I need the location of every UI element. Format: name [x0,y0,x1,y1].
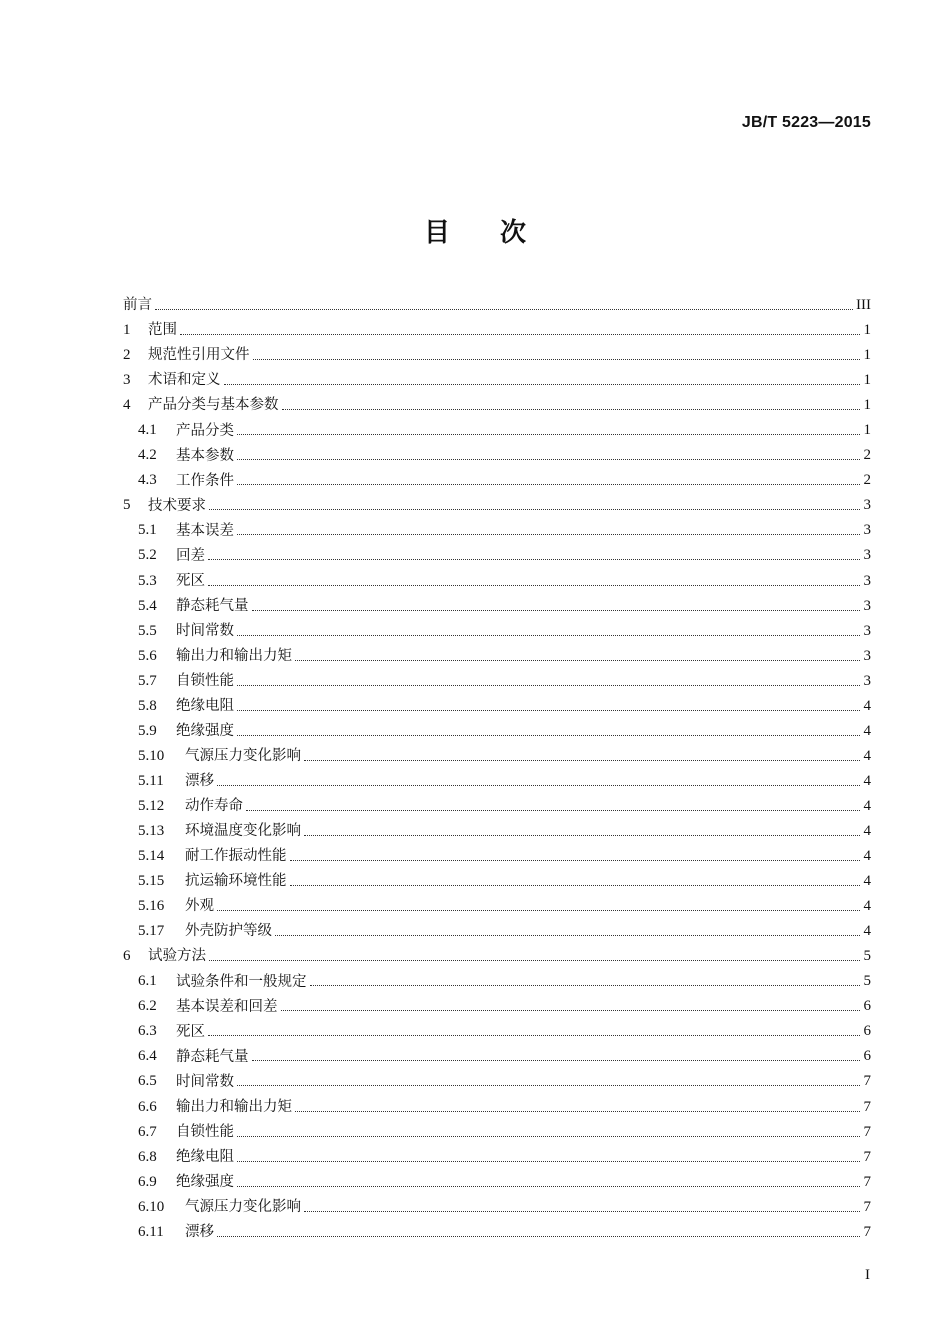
toc-entry-title: 耐工作振动性能 [185,848,287,865]
toc-dot-leader [290,873,861,886]
toc-entry[interactable] [123,969,871,994]
toc-entry[interactable] [123,318,871,343]
toc-entry[interactable] [123,944,871,969]
toc-entry[interactable] [123,1195,871,1220]
toc-dot-leader [237,422,860,435]
toc-entry-page: 4 [863,772,871,789]
toc-dot-leader [208,573,860,586]
toc-entry-title: 技术要求 [148,497,206,514]
toc-dot-leader [253,347,861,360]
toc-entry-page: 2 [863,472,871,489]
toc-dot-leader [237,1124,860,1137]
toc-entry-title: 死区 [176,572,205,589]
toc-entry[interactable] [123,694,871,719]
toc-dot-leader [275,923,860,936]
toc-entry-number: 5.11 [138,772,164,789]
toc-entry[interactable] [123,919,871,944]
toc-entry-title: 工作条件 [176,472,234,489]
toc-entry-number: 5.10 [138,747,165,764]
toc-entry-title: 外观 [185,898,214,915]
toc-entry-number: 5.6 [138,647,157,664]
toc-title-part1: 目 [423,218,450,248]
toc-entry[interactable] [123,1019,871,1044]
toc-entry-page: 6 [863,1023,871,1040]
toc-entry-number: 6.9 [138,1173,157,1190]
toc-dot-leader [208,547,860,560]
toc-title-part2: 次 [500,218,527,248]
toc-dot-leader [180,322,860,335]
toc-entry-number: 6 [123,948,131,965]
toc-dot-leader [155,297,853,310]
toc-entry-page: 3 [863,522,871,539]
toc-entry-title: 抗运输环境性能 [185,873,287,890]
toc-entry-number: 5.16 [138,898,165,915]
toc-entry-title: 前言 [123,297,152,314]
toc-dot-leader [252,1048,861,1061]
toc-entry-title: 静态耗气量 [176,597,249,614]
toc-dot-leader [224,372,861,385]
toc-entry-number: 4.2 [138,447,157,464]
toc-entry-title: 自锁性能 [176,1123,234,1140]
toc-entry-page: III [856,297,871,314]
toc-entry-number: 6.8 [138,1148,157,1165]
toc-entry-number: 5.8 [138,697,157,714]
toc-dot-leader [290,848,861,861]
toc-entry-number: 5 [123,497,131,514]
toc-entry[interactable] [123,543,871,568]
toc-entry[interactable] [123,518,871,543]
toc-entry-title: 漂移 [185,1224,214,1240]
toc-dot-leader [237,673,860,686]
toc-entry[interactable] [123,869,871,894]
toc-entry-page: 4 [863,797,871,814]
toc-entry-number: 6.5 [138,1073,157,1090]
toc-entry-number: 5.12 [138,797,165,814]
toc-entry-page: 7 [863,1073,871,1090]
toc-entry[interactable] [123,594,871,619]
toc-entry[interactable] [123,493,871,518]
toc-entry-number: 5.2 [138,547,157,564]
toc-entry[interactable] [123,794,871,819]
toc-entry[interactable] [123,644,871,669]
toc-entry-number: 3 [123,372,131,389]
toc-dot-leader [237,723,860,736]
toc-entry[interactable] [123,669,871,694]
toc-entry-page: 4 [863,873,871,890]
toc-entry-number: 5.9 [138,722,157,739]
toc-entry-page: 3 [863,547,871,564]
toc-entry[interactable] [123,1220,871,1245]
toc-entry[interactable] [123,443,871,468]
toc-entry-title: 输出力和输出力矩 [176,1098,292,1115]
toc-entry-page: 4 [863,848,871,865]
toc-dot-leader [208,1023,860,1036]
toc-dot-leader [237,447,860,460]
toc-entry-title: 范围 [148,322,177,339]
toc-dot-leader [304,1199,860,1212]
toc-entry-number: 6.1 [138,973,157,990]
toc-entry-number: 5.1 [138,522,157,539]
toc-dot-leader [237,698,860,711]
toc-dot-leader [209,497,860,510]
toc-entry-number: 5.14 [138,848,165,865]
toc-entry[interactable] [123,1120,871,1145]
toc-entry-page: 7 [863,1123,871,1140]
toc-title [0,212,950,249]
toc-dot-leader [237,1073,860,1086]
toc-entry-page: 6 [863,1048,871,1065]
toc-entry-title: 输出力和输出力矩 [176,647,292,664]
toc-entry-page: 1 [863,397,871,414]
page-number: I [865,1267,870,1283]
toc-entry-number: 5.13 [138,823,165,839]
toc-entry-number: 6.6 [138,1098,157,1115]
toc-entry[interactable] [123,844,871,869]
toc-entry[interactable] [123,1145,871,1170]
toc-entry-number: 5.4 [138,597,157,614]
toc-entry-title: 基本参数 [176,447,234,464]
toc-dot-leader [281,998,861,1011]
document-code: JB/T 5223—2015 [741,114,871,131]
toc-entry-title: 基本误差和回差 [176,998,278,1015]
toc-entry-number: 4.1 [138,422,157,439]
toc-entry-page: 3 [863,647,871,664]
toc-entry-page: 3 [863,622,871,639]
toc-dot-leader [237,472,860,485]
toc-entry-number: 2 [123,347,131,364]
toc-dot-leader [237,1149,860,1162]
toc-entry[interactable] [123,569,871,594]
toc-entry-title: 环境温度变化影响 [185,823,301,840]
toc-entry-page: 4 [863,697,871,714]
toc-entry-page: 3 [863,572,871,589]
toc-entry[interactable] [123,1044,871,1069]
toc-entry[interactable] [123,819,871,844]
toc-entry-title: 时间常数 [176,622,234,639]
toc-entry-title: 产品分类与基本参数 [148,397,279,414]
toc-entry[interactable] [123,368,871,393]
toc-dot-leader [252,598,861,611]
toc-dot-leader [310,973,861,986]
toc-entry[interactable] [123,418,871,443]
toc-entry-page: 1 [863,347,871,364]
toc-entry[interactable] [123,769,871,794]
toc-entry-number: 5.17 [138,923,165,940]
toc-entry-number: 5.5 [138,622,157,639]
toc-entry-title: 绝缘电阻 [176,698,234,715]
toc-entry-page: 3 [863,672,871,689]
toc-entry-page: 7 [863,1198,871,1215]
toc-dot-leader [237,1174,860,1187]
toc-entry-number: 6.2 [138,998,157,1015]
toc-entry-title: 试验方法 [148,948,206,965]
toc-entry-title: 绝缘强度 [176,723,234,740]
toc-dot-leader [217,1224,860,1237]
toc-entry-page: 4 [863,747,871,764]
toc-dot-leader [304,823,860,836]
toc-entry-title: 产品分类 [176,422,234,439]
toc-entry-page: 2 [863,447,871,464]
toc-entry-title: 回差 [176,547,205,564]
toc-entry[interactable] [123,343,871,368]
toc-entry-title: 规范性引用文件 [148,347,250,364]
toc-entry[interactable] [123,1095,871,1120]
toc-entry-page: 4 [863,823,871,839]
toc-entry-page: 3 [863,497,871,514]
toc-entry[interactable] [123,994,871,1019]
toc-entry-number: 1 [123,322,131,339]
toc-entry[interactable] [123,468,871,493]
toc-entry-title: 气源压力变化影响 [185,748,301,765]
table-of-contents [123,293,871,1245]
toc-entry[interactable] [123,744,871,769]
toc-dot-leader [217,898,860,911]
toc-entry-title: 绝缘电阻 [176,1148,234,1165]
toc-dot-leader [282,397,861,410]
toc-entry[interactable] [123,1069,871,1094]
toc-entry-title: 外壳防护等级 [185,923,272,940]
toc-entry[interactable] [123,293,871,318]
toc-entry-title: 死区 [176,1023,205,1040]
toc-dot-leader [304,748,860,761]
toc-dot-leader [295,1099,860,1112]
toc-entry-title: 时间常数 [176,1073,234,1090]
toc-entry-title: 绝缘强度 [176,1173,234,1190]
toc-entry-title: 基本误差 [176,522,234,539]
toc-entry-page: 7 [863,1148,871,1165]
toc-entry-title: 术语和定义 [148,372,221,389]
toc-entry-number: 4 [123,397,131,414]
toc-entry-number: 5.3 [138,572,157,589]
toc-entry-number: 6.7 [138,1123,157,1140]
toc-entry-page: 5 [863,948,871,965]
toc-entry-page: 7 [863,1173,871,1190]
toc-entry-page: 1 [863,422,871,439]
toc-dot-leader [217,773,860,786]
toc-entry-page: 1 [863,322,871,339]
toc-entry-number: 6.11 [138,1223,164,1240]
toc-entry-page: 1 [863,372,871,389]
toc-entry[interactable] [123,894,871,919]
toc-entry[interactable] [123,619,871,644]
toc-dot-leader [295,648,860,661]
toc-entry[interactable] [123,719,871,744]
toc-entry-page: 4 [863,722,871,739]
toc-entry-title: 动作寿命 [185,798,243,815]
toc-entry[interactable] [123,393,871,418]
toc-entry-page: 4 [863,898,871,915]
toc-entry-number: 6.4 [138,1048,157,1065]
toc-entry-title: 静态耗气量 [176,1048,249,1065]
toc-entry-number: 6.3 [138,1023,157,1040]
toc-entry-number: 5.15 [138,873,165,890]
toc-dot-leader [237,522,860,535]
toc-dot-leader [209,948,860,961]
toc-entry-number: 5.7 [138,672,157,689]
toc-entry-title: 漂移 [185,773,214,790]
toc-entry-page: 7 [863,1223,871,1240]
toc-entry-page: 6 [863,998,871,1015]
toc-entry-title: 自锁性能 [176,672,234,689]
toc-dot-leader [237,623,860,636]
toc-entry-page: 4 [863,923,871,940]
toc-entry[interactable] [123,1170,871,1195]
toc-dot-leader [246,798,860,811]
toc-entry-number: 6.10 [138,1198,165,1215]
toc-entry-title: 试验条件和一般规定 [176,973,307,990]
toc-entry-page: 7 [863,1098,871,1115]
toc-entry-number: 4.3 [138,472,157,489]
toc-entry-title: 气源压力变化影响 [185,1198,301,1215]
toc-entry-page: 3 [863,597,871,614]
toc-entry-page: 5 [863,973,871,990]
